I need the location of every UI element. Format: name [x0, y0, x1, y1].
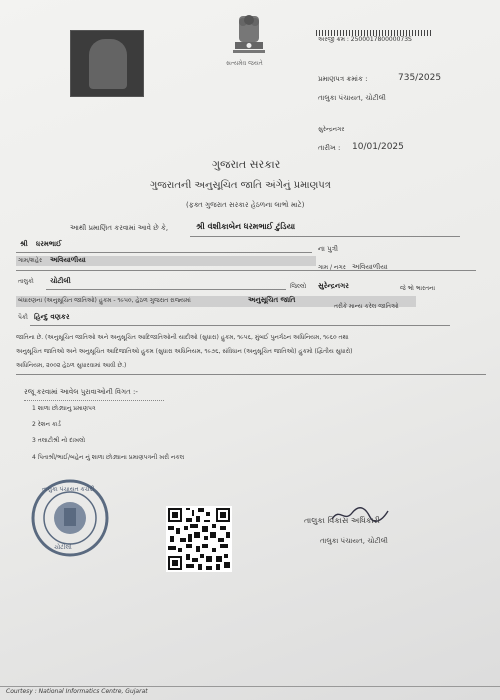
district-name: સુરેન્દ્રનગર [318, 282, 349, 290]
village-name-2: અવિયાળીયા [352, 263, 388, 271]
footer-divider [0, 686, 500, 687]
date-label: તારીખ : [318, 144, 341, 152]
father-name: ધરમભાઈ [36, 240, 62, 248]
village-prefix: ગામ/શહેર [18, 257, 43, 264]
legal-para-3: અધિનિયમ, ૨૦૦૨ હેઠળ સુધારવામાં આવી છે.) [16, 362, 127, 369]
taluka-name: ચોટીલી [50, 277, 71, 285]
caste-underline [30, 325, 450, 326]
officer-office: તાલુકા પંચાયત, ચોટીલી [320, 537, 388, 545]
document-item: 4 પિતાશ્રી/ભાઈ/બહેન નું શાળા છોડ્યાના પ્રમાણપત્રની ખરી નકલ [32, 454, 185, 461]
taluka-label: તાલુકો [18, 278, 34, 285]
document-item: 3 તલાટીશ્રી નો દાખલો [32, 437, 86, 444]
document-item: 1 શાળા છોડ્યાનુ પ્રમાણપત્ર [32, 405, 96, 412]
cert-number: 735/2025 [398, 73, 442, 83]
applicant-photo [70, 30, 144, 97]
emblem-motto: સત્યમેવ જયતે [226, 60, 263, 67]
verification-qr-code [166, 506, 232, 572]
documents-heading-underline [24, 400, 164, 401]
name-underline [190, 236, 460, 237]
title-government: ગુજરાત સરકાર [212, 158, 281, 171]
constitution-text: બંધારણના (અનુસૂચિત જાતિઓ) હુકમ - ૧૯૫૦, હેઠળ ગુજરાત રાજ્યમાં [18, 297, 191, 304]
seal-top-text: તાલુકા પંચાયત કચેરી [42, 486, 95, 493]
intro-text: આથી પ્રમાણિત કરવામાં આવે છે કે, [70, 224, 169, 232]
cert-number-label: પ્રમાણપત્ર ક્રમાંક : [318, 75, 368, 83]
legal-para-1: જાતિના છે. (અનુસૂચિત જાતિઓ અને અનુસૂચિત આદિજાતિઓની યાદીઓ (સુધારા) હુકમ, ૧૯૫૬, મુંબઈ પુનર્ગઠન અધિનિયમ, ૧૯૬૦ તથા [16, 334, 349, 341]
district-label: જિલ્લો [290, 283, 307, 290]
office-place: સુરેન્દ્રનગર [318, 126, 345, 133]
title-note: (ફક્ત ગુજરાત સરકાર હેઠળના લાભો માટે) [186, 201, 305, 209]
document-item: 2 રેશન કાર્ડ [32, 421, 61, 428]
among-text: પૈકી [18, 314, 28, 321]
officer-title: તાલુકા વિકાસ અધિકારી [304, 516, 380, 525]
office-line: તાલુકા પંચાયત, ચોટીલી [318, 94, 386, 102]
application-number: અરજી ક્રમ : 250001780000073S [318, 36, 412, 43]
documents-heading: રજૂ કરવામાં આવેલ પુરાવાઓની વિગત :- [24, 388, 138, 396]
father-prefix: શ્રી [20, 240, 28, 248]
relation-text: ના પુત્રી [318, 245, 339, 253]
taluka-underline [46, 289, 286, 290]
resident-text: જે ભો ભારતના [400, 285, 436, 292]
issue-date: 10/01/2025 [352, 142, 404, 152]
caste-recognized-text: તરીકે માન્ય કરેલ જાતિઓ [334, 303, 399, 310]
village-name: અવિયાળીયા [50, 256, 86, 264]
para-divider [16, 374, 486, 375]
caste-category: અનુસૂચિત જાતિ [248, 296, 296, 304]
title-certificate: ગુજરાતની અનુસૂચિત જાતિ અંગેનું પ્રમાણપત્ર [150, 180, 331, 191]
footer-courtesy: Courtesy : National Informatics Centre, Gujarat [6, 688, 148, 695]
holder-name: શ્રી વંશીકાબેન ધરમભાઈ ટુંડિયા [196, 222, 296, 231]
father-underline [16, 252, 312, 253]
village-label: ગામ / નગર [318, 264, 346, 271]
seal-bottom-text: ચોટીલી [54, 544, 72, 551]
caste-name: હિન્દુ વણકર [34, 313, 70, 321]
legal-para-2: અનુસૂચિત જાતિઓ અને અનુસૂચિત આદિજાતિઓ હુકમ (સુધારા અધિનિયમ, ૧૯૭૬, સંવિધાન (અનુસૂચિત જાતિઓ) હુકમો (દ્વિતીય સુધારો) [16, 348, 353, 355]
village-underline [16, 270, 476, 271]
